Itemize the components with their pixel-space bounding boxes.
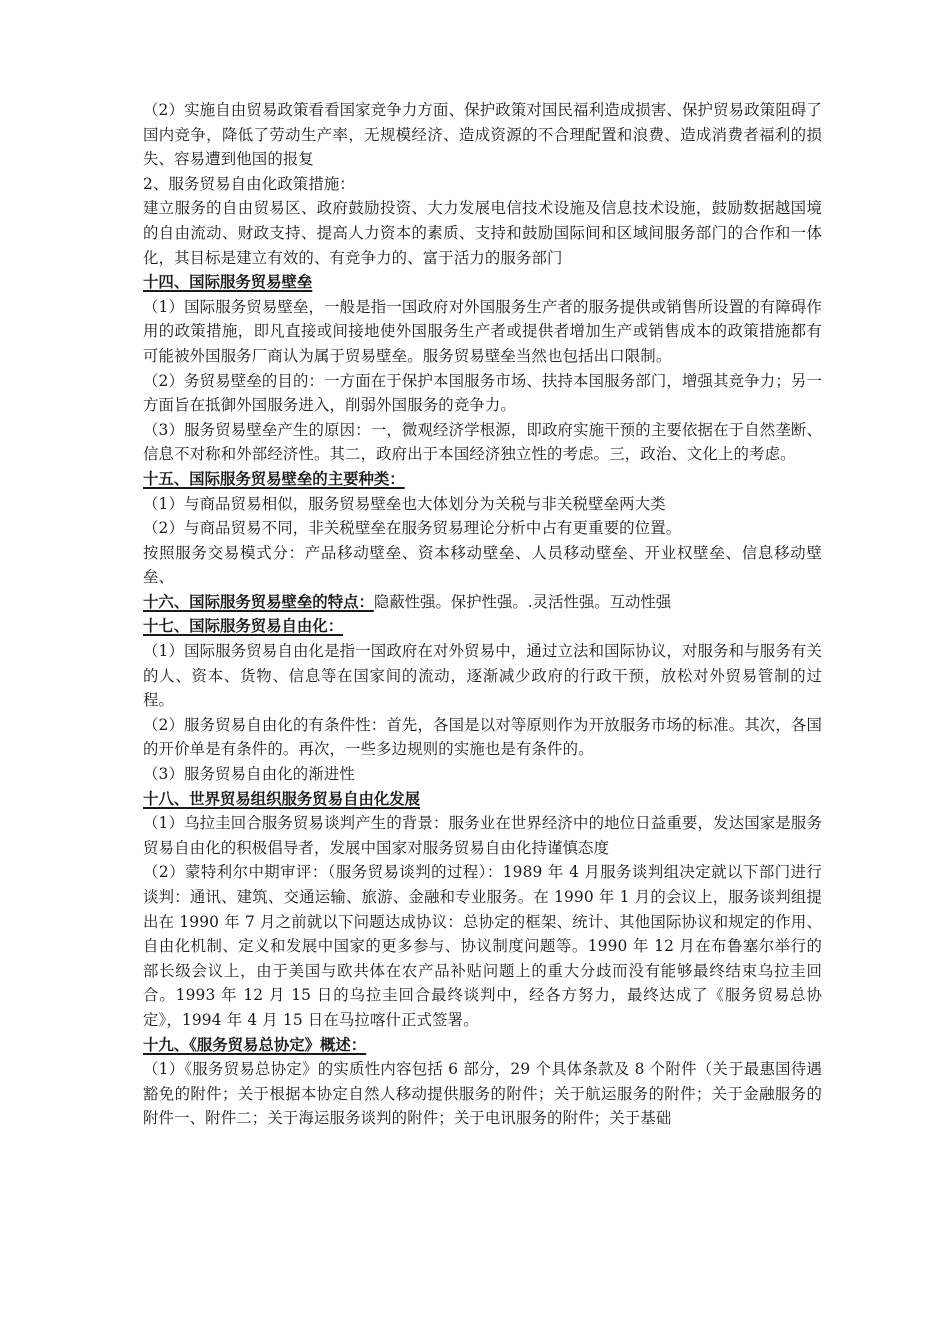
paragraph: （3）服务贸易自由化的渐进性: [143, 765, 355, 784]
paragraph: （3）服务贸易壁垒产生的原因：一，微观经济学根源，即政府实施干预的主要依据在于自然垄断、信息不对称和外部经济性。其二，政府出于本国经济独立性的考虑。三，政治、文化上的考虑。: [143, 420, 822, 464]
paragraph: 按照服务交易模式分：产品移动壁垒、资本移动壁垒、人员移动壁垒、开业权壁垒、信息移动壁垒、: [143, 543, 822, 587]
section-heading: [143, 787, 822, 812]
paragraph: （1）国际服务贸易壁垒，一般是指一国政府对外国服务生产者的服务提供或销售所设置的有障碍作用的政策措施，即凡直接或间接地使外国服务生产者或提供者增加生产或销售成本的政策措施都有可能被外国服务厂商认为属于贸易壁垒。服务贸易壁垒当然也包括出口限制。: [143, 297, 822, 365]
section-heading-text: 十九、《服务贸易总协定》概述：: [143, 1035, 367, 1054]
section-heading-text: 十五、国际服务贸易壁垒的主要种类：: [143, 469, 405, 488]
paragraph: （2）服务贸易自由化的有条件性：首先，各国是以对等原则作为开放服务市场的标准。其次，各国的开价单是有条件的。再次，一些多边规则的实施也是有条件的。: [143, 715, 822, 759]
section-heading: [143, 614, 822, 639]
section-heading: [143, 1033, 822, 1058]
section-heading-text: 十四、国际服务贸易壁垒: [143, 273, 313, 292]
section-heading-text: 十七、国际服务贸易自由化：: [143, 617, 344, 636]
paragraph: 2、服务贸易自由化政策措施：: [143, 174, 355, 193]
section-heading: [143, 467, 822, 492]
paragraph: 建立服务的自由贸易区、政府鼓励投资、大力发展电信技术设施及信息技术设施，鼓励数据越国境的自由流动、财政支持、提高人力资本的素质、支持和鼓励国际间和区域间服务部门的合作和一体化，其目标是建立有效的、有竞争力的、富于活力的服务部门: [143, 199, 822, 267]
paragraph: （2）蒙特利尔中期审评：（服务贸易谈判的过程）：1989 年 4 月服务谈判组决定就以下部门进行谈判：通讯、建筑、交通运输、旅游、金融和专业服务。在 1990 年 1 月的会议上，服务谈判组提出在 1990 年 7 月之前就以下问题达成协议：总协定的框架、统计、其他国际协议和规定的作用、自由化机制、定义和发展中国家的更多参与、协议制度问题等。1990 年 12 月在布鲁塞尔举行的部长级会议上，由于美国与欧共体在农产品补贴问题上的重大分歧而没有能够最终结束乌拉圭回合。1993 年 12 月 15 日的乌拉圭回合最终谈判中，经各方努力，最终达成了《服务贸易总协定》，1994 年 4 月 15 日在马拉喀什正式签署。: [143, 863, 822, 1029]
section-heading-content: 隐蔽性强。保护性强。.灵活性强。互动性强: [373, 592, 672, 611]
section-heading-text: 十八、世界贸易组织服务贸易自由化发展: [143, 789, 421, 808]
paragraph: （2）与商品贸易不同，非关税壁垒在服务贸易理论分析中占有更重要的位置。: [143, 519, 682, 538]
section-heading-text: 十六、国际服务贸易壁垒的特点：: [143, 592, 374, 611]
paragraph: （1）国际服务贸易自由化是指一国政府在对外贸易中，通过立法和国际协议，对服务和与服务有关的人、资本、货物、信息等在国家间的流动，逐渐减少政府的行政干预，放松对外贸易管制的过程。: [143, 642, 822, 710]
paragraph: （1）《服务贸易总协定》的实质性内容包括 6 部分，29 个具体条款及 8 个附件（关于最惠国待遇豁免的附件；关于根据本协定自然人移动提供服务的附件；关于航运服务的附件；关于金融服务的附件一、附件二；关于海运服务谈判的附件；关于电讯服务的附件；关于基础: [143, 1060, 822, 1128]
paragraph: （2）实施自由贸易政策看看国家竞争力方面、保护政策对国民福利造成损害、保护贸易政策阻碍了国内竞争，降低了劳动生产率，无规模经济、造成资源的不合理配置和浪费、造成消费者福利的损失、容易遭到他国的报复: [143, 101, 822, 169]
section-heading: [143, 270, 822, 295]
paragraph: （1）与商品贸易相似，服务贸易壁垒也大体划分为关税与非关税壁垒两大类: [143, 494, 666, 513]
section-heading: [143, 590, 822, 615]
paragraph: （2）务贸易壁垒的目的：一方面在于保护本国服务市场、扶持本国服务部门，增强其竞争力；另一方面旨在抵御外国服务进入，削弱外国服务的竞争力。: [143, 371, 822, 415]
paragraph: （1）乌拉圭回合服务贸易谈判产生的背景：服务业在世界经济中的地位日益重要，发达国家是服务贸易自由化的积极倡导者，发展中国家对服务贸易自由化持谨慎态度: [143, 814, 822, 857]
